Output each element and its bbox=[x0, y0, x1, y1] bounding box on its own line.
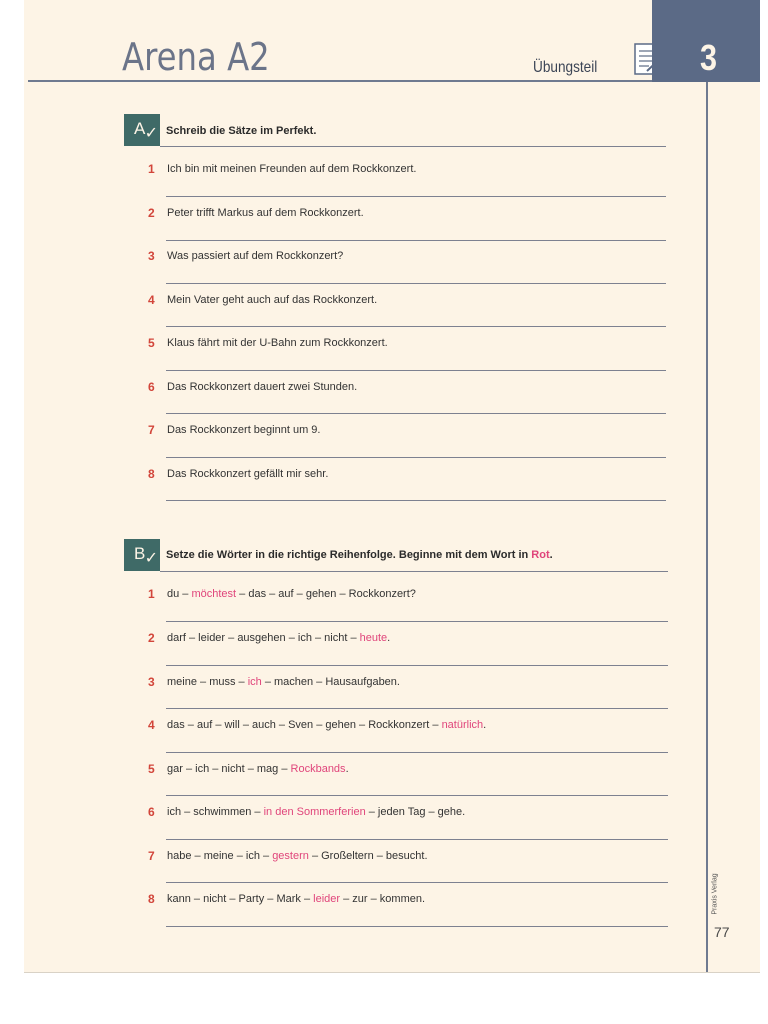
exercise-number: 8 bbox=[148, 892, 155, 906]
start-word: Rockbands bbox=[290, 763, 346, 775]
section-b-instruction bbox=[166, 549, 553, 561]
start-word: möchtest bbox=[191, 588, 237, 600]
instruction-end: . bbox=[549, 549, 553, 561]
start-word: natürlich bbox=[441, 719, 484, 731]
section-b-rule bbox=[160, 571, 668, 572]
exercise-sentence: Was passiert auf dem Rockkonzert? bbox=[167, 250, 344, 262]
publisher-name: Praxis Verlag bbox=[711, 873, 719, 915]
answer-line[interactable] bbox=[166, 795, 668, 796]
section-subtitle: Übungsteil bbox=[533, 59, 598, 76]
start-word: leider bbox=[313, 893, 341, 905]
exercise-sentence: Das Rockkonzert dauert zwei Stunden. bbox=[167, 381, 358, 393]
answer-line[interactable] bbox=[166, 839, 668, 840]
start-word: heute bbox=[359, 632, 388, 644]
answer-line[interactable] bbox=[166, 283, 666, 284]
exercise-number: 4 bbox=[148, 718, 155, 732]
answer-line[interactable] bbox=[166, 326, 666, 327]
words-before: gar – ich – nicht – mag – bbox=[167, 763, 291, 775]
word-sequence bbox=[167, 676, 400, 688]
section-a-rule bbox=[160, 146, 666, 147]
exercise-number: 7 bbox=[148, 423, 155, 437]
exercise-number: 2 bbox=[148, 206, 155, 220]
words-after: . bbox=[345, 763, 349, 775]
exercise-sentence: Das Rockkonzert gefällt mir sehr. bbox=[167, 468, 329, 480]
start-word: in den Sommerferien bbox=[263, 806, 366, 818]
exercise-sentence: Das Rockkonzert beginnt um 9. bbox=[167, 424, 321, 436]
check-mark-icon: ✓ bbox=[144, 550, 158, 567]
exercise-number: 4 bbox=[148, 293, 155, 307]
answer-line[interactable] bbox=[166, 665, 668, 666]
section-b-badge bbox=[124, 539, 160, 571]
words-after: – machen – Hausaufgaben. bbox=[261, 676, 400, 688]
words-after: – das – auf – gehen – Rockkonzert? bbox=[236, 588, 416, 600]
answer-line[interactable] bbox=[166, 240, 666, 241]
words-before: darf – leider – ausgehen – ich – nicht – bbox=[167, 632, 360, 644]
exercise-sentence: Klaus fährt mit der U-Bahn zum Rockkonzert. bbox=[167, 337, 388, 349]
words-after: – zur – kommen. bbox=[340, 893, 426, 905]
exercise-number: 6 bbox=[148, 380, 155, 394]
exercise-number: 8 bbox=[148, 467, 155, 481]
exercise-number: 3 bbox=[148, 249, 155, 263]
word-sequence bbox=[167, 893, 425, 905]
section-a-badge bbox=[124, 114, 160, 146]
word-sequence bbox=[167, 806, 465, 818]
words-after: – Großeltern – besucht. bbox=[308, 850, 428, 862]
chapter-number: 3 bbox=[700, 37, 718, 78]
exercise-number: 5 bbox=[148, 762, 155, 776]
header-rule bbox=[28, 80, 652, 82]
exercise-number: 1 bbox=[148, 162, 155, 176]
answer-line[interactable] bbox=[166, 500, 666, 501]
exercise-number: 3 bbox=[148, 675, 155, 689]
page-number: 77 bbox=[714, 924, 730, 940]
answer-line[interactable] bbox=[166, 882, 668, 883]
words-after: – jeden Tag – gehe. bbox=[365, 806, 466, 818]
words-after: . bbox=[387, 632, 391, 644]
section-a-letter: A bbox=[134, 119, 146, 138]
word-sequence bbox=[167, 632, 390, 644]
page-bottom-edge bbox=[24, 972, 760, 973]
answer-line[interactable] bbox=[166, 708, 668, 709]
start-word: ich bbox=[247, 676, 262, 688]
word-sequence bbox=[167, 588, 416, 600]
exercise-sentence: Mein Vater geht auch auf das Rockkonzert. bbox=[167, 294, 378, 306]
answer-line[interactable] bbox=[166, 196, 666, 197]
words-before: meine – muss – bbox=[167, 676, 248, 688]
answer-line[interactable] bbox=[166, 370, 666, 371]
words-after: . bbox=[483, 719, 487, 731]
answer-line[interactable] bbox=[166, 457, 666, 458]
publisher-credit bbox=[709, 868, 721, 920]
word-sequence bbox=[167, 850, 428, 862]
exercise-number: 1 bbox=[148, 587, 155, 601]
check-mark-icon: ✓ bbox=[144, 125, 158, 142]
words-before: ich – schwimmen – bbox=[167, 806, 264, 818]
answer-line[interactable] bbox=[166, 413, 666, 414]
answer-line[interactable] bbox=[166, 926, 668, 927]
words-before: du – bbox=[167, 588, 192, 600]
section-b-letter: B bbox=[134, 544, 146, 563]
exercise-number: 6 bbox=[148, 805, 155, 819]
words-before: kann – nicht – Party – Mark – bbox=[167, 893, 314, 905]
answer-line[interactable] bbox=[166, 752, 668, 753]
instruction-red-word: Rot bbox=[531, 549, 550, 561]
section-a-instruction: Schreib die Sätze im Perfekt. bbox=[166, 125, 317, 137]
margin-rule bbox=[706, 82, 708, 972]
word-sequence bbox=[167, 719, 486, 731]
exercise-sentence: Peter trifft Markus auf dem Rockkonzert. bbox=[167, 207, 364, 219]
start-word: gestern bbox=[272, 850, 309, 862]
exercise-number: 7 bbox=[148, 849, 155, 863]
word-sequence bbox=[167, 763, 349, 775]
book-title: Arena A2 bbox=[122, 35, 270, 79]
words-before: habe – meine – ich – bbox=[167, 850, 273, 862]
exercise-number: 2 bbox=[148, 631, 155, 645]
exercise-number: 5 bbox=[148, 336, 155, 350]
instruction-text: Setze die Wörter in die richtige Reihenfolge. Beginne mit dem Wort in bbox=[166, 549, 532, 561]
answer-line[interactable] bbox=[166, 621, 668, 622]
words-before: das – auf – will – auch – Sven – gehen – Rockkonzert – bbox=[167, 719, 442, 731]
exercise-sentence: Ich bin mit meinen Freunden auf dem Rockkonzert. bbox=[167, 163, 417, 175]
